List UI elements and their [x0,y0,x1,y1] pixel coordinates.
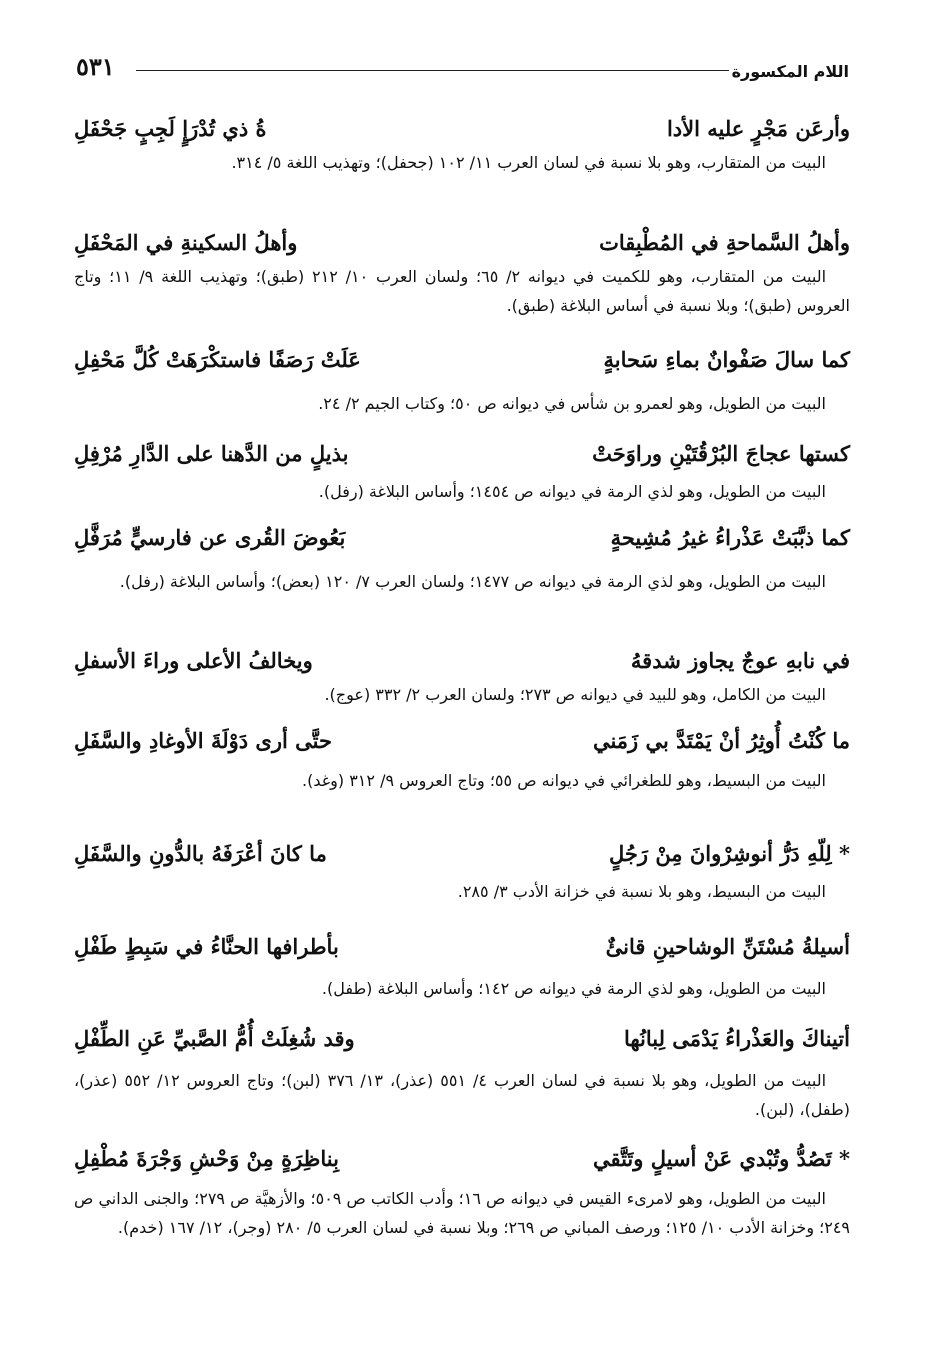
verse-entry [74,835,850,906]
verse-entry [74,1140,850,1242]
verse-line [74,928,850,966]
verse-entry [74,1020,850,1124]
first-hemistich: كما ذبَّبَتْ عَذْراءُ غيرُ مُشِيحةٍ [610,525,850,550]
verse-line [74,224,850,262]
second-hemistich: ةُ ذي تُدْرَإٍ لَجِبٍ جَحْفَلِ [74,116,267,141]
verse-citation: البيت من المتقارب، وهو للكميت في ديوانه ٢/ ٦٥؛ ولسان العرب ١٠/ ٢١٢ (طبق)؛ وتهذيب اللغة ٩/ ١١؛ وتاج العروس (طبق)؛ وبلا نسبة في أساس البلاغة (طبق). [74,267,850,315]
verse-entry [74,110,850,177]
second-hemistich: وأهلُ السكينةِ في المَحْفَلِ [74,230,298,255]
verse-entry [74,341,850,418]
verse-entry [74,519,850,596]
verse-entry [74,435,850,506]
verse-citation: البيت من البسيط، وهو بلا نسبة في خزانة الأدب ٣/ ٢٨٥. [457,882,826,901]
verse-line [74,835,850,873]
first-hemistich: أسيلةُ مُسْتَنِّ الوشاحينِ قانئٌ [605,934,850,959]
second-hemistich: حتَّى أرى دَوْلَةَ الأوغادِ والسَّفَلِ [74,728,332,753]
verse-line [74,1020,850,1058]
first-hemistich: ما كُنْتُ أُوثِرُ أنْ يَمْتَدَّ بي زَمَني [592,728,850,753]
first-hemistich: كما سالَ صَفْوانٌ بماءِ سَحابةٍ [603,347,850,372]
second-hemistich: بذيلٍ من الدَّهنا على الدَّارِ مُرْفِلِ [74,441,349,466]
second-hemistich: بَعُوضَ القُرى عن فارسيٍّ مُرَفَّلِ [74,525,346,550]
second-hemistich: ويخالفُ الأعلى وراءَ الأسفلِ [74,648,313,673]
verse-line [74,110,850,148]
verse-citation: البيت من الطويل، وهو بلا نسبة في لسان العرب ٤/ ٥٥١ (عذر)، ١٣/ ٣٧٦ (لبن)؛ وتاج العروس ١٢/ ٥٥٢ (عذر)، (طفل)، (لبن). [74,1071,850,1119]
verse-citation: البيت من الطويل، وهو لذي الرمة في ديوانه ص ١٤٥٤؛ وأساس البلاغة (رفل). [318,482,826,501]
first-hemistich: وأرعَن مَجْرٍ عليه الأدا [666,116,850,141]
verse-line [74,341,850,379]
first-hemistich: أتيناكَ والعَذْراءُ يَدْمَى لِبانُها [623,1026,850,1051]
first-hemistich: وأهلُ السَّماحةِ في المُطْبِقات [599,230,850,255]
verse-citation: البيت من الطويل، وهو لعمرو بن شأس في ديوانه ص ٥٠؛ وكتاب الجيم ٢/ ٢٤. [318,394,826,413]
second-hemistich: وقد شُغِلَتْ أُمُّ الصَّبيِّ عَنِ الطِّفْلِ [74,1026,355,1051]
header-rule [136,70,729,71]
second-hemistich: عَلَتْ رَصَفًا فاستكْرَهَتْ كُلَّ مَحْفِلِ [74,347,361,372]
verse-citation: البيت من المتقارب، وهو بلا نسبة في لسان العرب ١١/ ١٠٢ (جحفل)؛ وتهذيب اللغة ٥/ ٣١٤. [231,153,826,172]
page-header [76,50,849,90]
page-number: ٥٣١ [76,52,115,81]
second-hemistich: ما كانَ أعْرَفَهُ بالدُّونِ والسَّفَلِ [74,841,327,866]
verse-line [74,722,850,760]
verse-entry [74,722,850,795]
verse-citation: البيت من البسيط، وهو للطغرائي في ديوانه ص ٥٥؛ وتاج العروس ٩/ ٣١٢ (وغد). [302,771,826,790]
first-hemistich: كستها عجاجَ البُرْقُتَيْنِ وراوَحَتْ [592,441,850,466]
verse-line [74,519,850,557]
verse-citation: البيت من الطويل، وهو لامرىء القيس في ديوانه ص ١٦؛ وأدب الكاتب ص ٥٠٩؛ والأزهيَّة ص ٢٧٩؛ والجنى الداني ص ٢٤٩؛ وخزانة الأدب ١٠/ ١٢٥؛ ورصف المباني ص ٢٦٩؛ وبلا نسبة في لسان العرب ٥/ ٢٨٠ (وجر)، ١٢/ ١٦٧ (خدم). [74,1189,850,1237]
second-hemistich: بِناظِرَةٍ مِنْ وَحْشِ وَجْرَةَ مُطْفِلِ [74,1146,339,1171]
verse-line [74,1140,850,1178]
first-hemistich: * تَصُدُّ وتُبْدي عَنْ أسيلٍ وتَتَّقي [592,1146,850,1171]
running-title: اللام المكسورة [731,62,849,81]
verse-line [74,435,850,473]
verse-entry [74,642,850,709]
first-hemistich: * لِلّهِ دَرُّ أنوشِرْوانَ مِنْ رَجُلٍ [608,841,850,866]
verse-line [74,642,850,680]
verse-citation: البيت من الطويل، وهو لذي الرمة في ديوانه ص ١٤٢؛ وأساس البلاغة (طفل). [321,979,826,998]
first-hemistich: في نابهِ عوجٌ يجاوز شدقهُ [630,648,850,673]
verse-entry [74,928,850,1003]
second-hemistich: بأطرافها الحنَّاءُ في سَبِطٍ طَفْلِ [74,934,339,959]
verse-citation: البيت من الطويل، وهو لذي الرمة في ديوانه ص ١٤٧٧؛ ولسان العرب ٧/ ١٢٠ (بعض)؛ وأساس البلاغة (رفل). [119,572,826,591]
verse-citation: البيت من الكامل، وهو للبيد في ديوانه ص ٢٧٣؛ ولسان العرب ٢/ ٣٣٢ (عوج). [324,685,826,704]
verse-entry [74,224,850,320]
